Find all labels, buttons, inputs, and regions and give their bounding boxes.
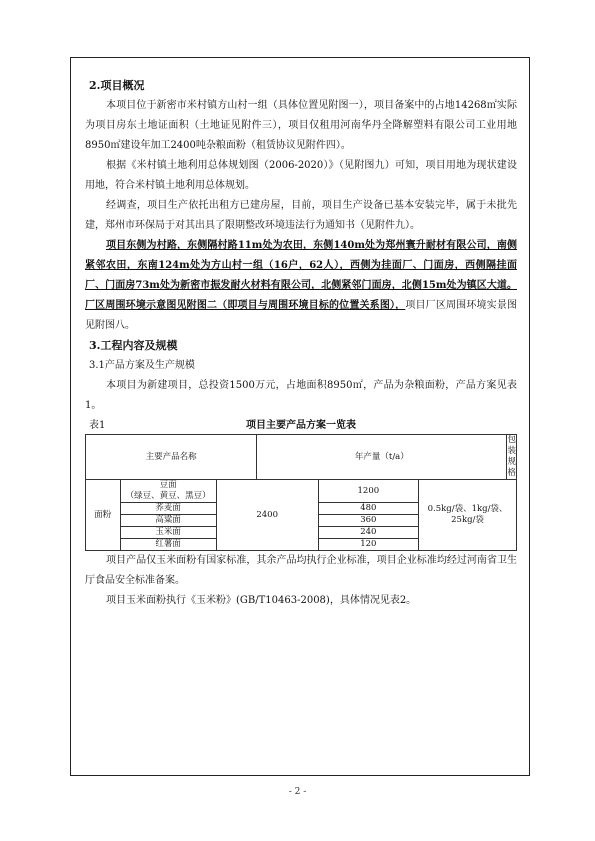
category-cell: 面粉 bbox=[86, 480, 121, 551]
quantity-cell: 1200 bbox=[318, 480, 418, 503]
table-1-caption bbox=[85, 418, 517, 434]
paragraph-product-scheme: 本项目为新建项目，总投资1500万元，占地面积8950㎡，产品为杂粮面粉，产品方案见表1。 bbox=[85, 380, 517, 411]
table-row bbox=[86, 480, 517, 503]
header-product-name: 主要产品名称 bbox=[86, 435, 257, 480]
header-packaging: 包装规格 bbox=[507, 435, 516, 478]
paragraph-corn-standard: 项目玉米面粉执行《玉米粉》(GB/T10463-2008)，具体情况见表2。 bbox=[106, 595, 417, 606]
paragraph-surroundings bbox=[85, 236, 517, 336]
surroundings-bold-text: 项目东侧为村路，东侧隔村路11m处为农田，东侧140m处为郑州寰升耐材有限公司，南侧紧邻农田，东南124m处为方山村一组（16户，62人），西侧为挂面厂、门面房，西侧隔挂面厂、门面房73m处为新密市振发耐火材料有限公司，北侧紧邻门面房，北侧15m处为镇区大道。厂区周围环境示意图见附图二（即项目与周围环境目标的位置关系图）， bbox=[85, 240, 517, 311]
table-1-label: 表1 bbox=[89, 420, 106, 431]
product-name-cell: 高粱面 bbox=[120, 515, 216, 527]
table-header-row bbox=[86, 435, 517, 480]
product-name-detail: （绿豆、黄豆、黑豆） bbox=[125, 491, 211, 501]
product-name-cell bbox=[120, 480, 216, 503]
paragraph-location: 本项目位于新密市米村镇方山村一组（具体位置见附图一），项目备案中的占地14268㎡实际为项目房东土地证面积（土地证见附件三），项目仅租用河南华丹全降解塑料有限公司工业用地8950㎡建设年加工2400吨杂粮面粉（租赁协议见附件四）。 bbox=[85, 100, 517, 151]
table-1-title: 项目主要产品方案一览表 bbox=[246, 420, 356, 431]
header-annual-output: 年产量（t/a） bbox=[257, 435, 507, 480]
section-2-heading: 2.项目概况 bbox=[89, 79, 145, 92]
surroundings-rest-text: 项目厂区周围环境实景图见附图八。 bbox=[85, 300, 518, 331]
packaging-cell: 0.5kg/袋、1kg/袋、25kg/袋 bbox=[419, 480, 517, 551]
page-content bbox=[85, 76, 517, 611]
product-table bbox=[85, 434, 517, 480]
section-3-heading: 3.工程内容及规模 bbox=[89, 339, 178, 352]
product-name-cell: 红薯面 bbox=[120, 539, 216, 551]
page-frame bbox=[70, 57, 530, 776]
product-table-body bbox=[85, 479, 517, 551]
paragraph-land-plan: 根据《米村镇土地利用总体规划图（2006-2020）》（见附图九）可知，项目用地为现状建设用地，符合米村镇土地利用总体规划。 bbox=[85, 160, 517, 191]
product-name-cell: 荞麦面 bbox=[120, 503, 216, 515]
product-name: 豆面 bbox=[159, 480, 177, 490]
paragraph-standards: 项目产品仅玉米面粉有国家标准，其余产品均执行企业标准，项目企业标准均经过河南省卫生厅食品安全标准备案。 bbox=[85, 555, 517, 586]
quantity-cell: 480 bbox=[318, 503, 418, 515]
quantity-cell: 360 bbox=[318, 515, 418, 527]
total-output-cell: 2400 bbox=[216, 480, 318, 551]
page-number: - 2 - bbox=[288, 787, 307, 797]
paragraph-investigation: 经调查，项目生产依托出租方已建房屋，目前，项目生产设备已基本安装完毕，属于未批先建，郑州市环保局于对其出具了限期整改环境违法行为通知书（见附件九）。 bbox=[85, 200, 517, 231]
quantity-cell: 240 bbox=[318, 527, 418, 539]
product-name-cell: 玉米面 bbox=[120, 527, 216, 539]
subsection-3-1-heading: 3.1产品方案及生产规模 bbox=[89, 360, 195, 371]
quantity-cell: 120 bbox=[318, 539, 418, 551]
